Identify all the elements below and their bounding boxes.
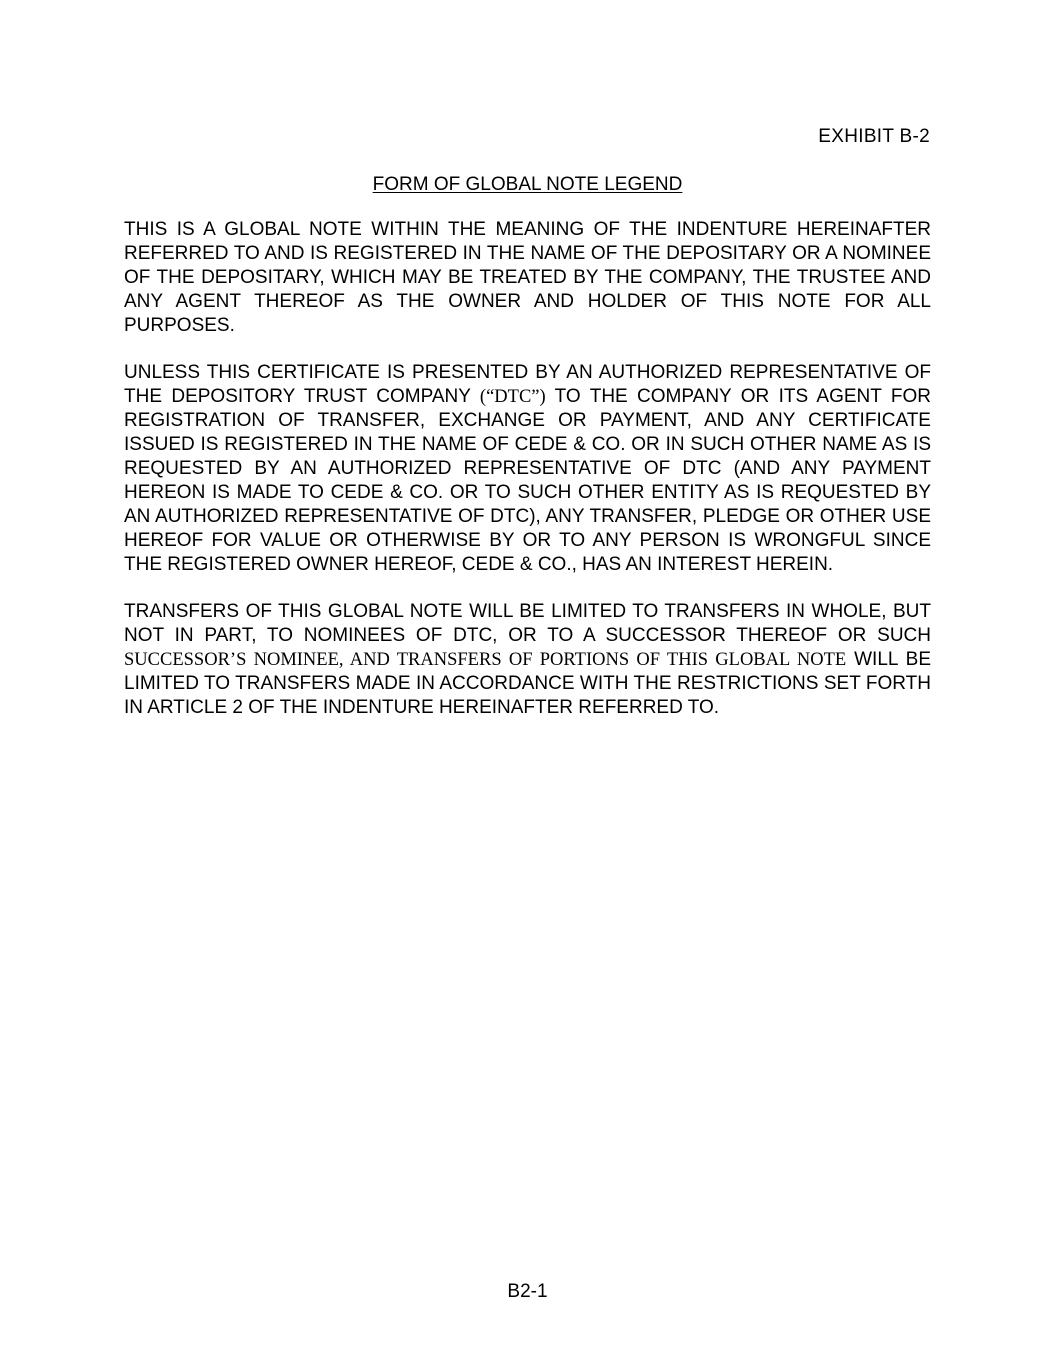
paragraph-dtc-legend-part-3: TO THE COMPANY OR ITS AGENT FOR REGISTRATION OF TRANSFER, EXCHANGE OR PAYMENT, AND ANY CERTIFICATE ISSUED IS REGISTERED IN THE NAME OF CEDE & CO. OR IN SUCH OTHER NAME AS IS REQUESTED BY AN AUTHORIZED REPRESENTATIVE OF DTC (AND ANY PAYMENT HEREON IS MADE TO CEDE & CO. OR TO SUCH OTHER ENTITY AS IS REQUESTED BY AN AUTHORIZED REPRESENTATIVE OF DTC), ANY TRANSFER, PLEDGE OR OTHER USE HEREOF FOR VALUE OR OTHERWISE BY OR TO ANY PERSON IS WRONGFUL SINCE THE REGISTERED OWNER HEREOF, CEDE & CO., HAS AN INTEREST HEREIN. <box>124 386 931 575</box>
paragraph-transfer-restrictions-part-1: TRANSFERS OF THIS GLOBAL NOTE WILL BE LIMITED TO TRANSFERS IN WHOLE, BUT NOT IN PART, TO NOMINEES OF DTC, OR TO A SUCCESSOR THEREOF OR SUCH <box>124 601 931 646</box>
paragraph-dtc-legend <box>124 361 931 577</box>
document-title: FORM OF GLOBAL NOTE LEGEND <box>372 174 683 195</box>
paragraph-global-note-definition: THIS IS A GLOBAL NOTE WITHIN THE MEANING OF THE INDENTURE HEREINAFTER REFERRED TO AND IS REGISTERED IN THE NAME OF THE DEPOSITARY OR A NOMINEE OF THE DEPOSITARY, WHICH MAY BE TREATED BY THE COMPANY, THE TRUSTEE AND ANY AGENT THEREOF AS THE OWNER AND HOLDER OF THIS NOTE FOR ALL PURPOSES. <box>124 219 931 336</box>
paragraph-transfer-restrictions-part-3: WILL BE LIMITED TO TRANSFERS MADE IN ACCORDANCE WITH THE RESTRICTIONS SET FORTH IN ARTICLE 2 OF THE INDENTURE HEREINAFTER REFERRED TO. <box>124 649 931 718</box>
paragraph-dtc-legend-part-1: UNLESS THIS CERTIFICATE IS PRESENTED BY AN AUTHORIZED REPRESENTATIVE OF THE DEPOSITORY TRUST COMPANY <box>124 362 931 407</box>
exhibit-label: EXHIBIT B-2 <box>818 126 930 147</box>
paragraph-dtc-legend-dtc-abbreviation: (“DTC”) <box>479 387 546 407</box>
document-body <box>124 218 931 743</box>
paragraph-transfer-restrictions-serif-line: SUCCESSOR’S NOMINEE, AND TRANSFERS OF PORTIONS OF THIS GLOBAL NOTE <box>124 650 847 670</box>
page-number: B2-1 <box>507 1281 548 1302</box>
paragraph-transfer-restrictions <box>124 600 931 720</box>
